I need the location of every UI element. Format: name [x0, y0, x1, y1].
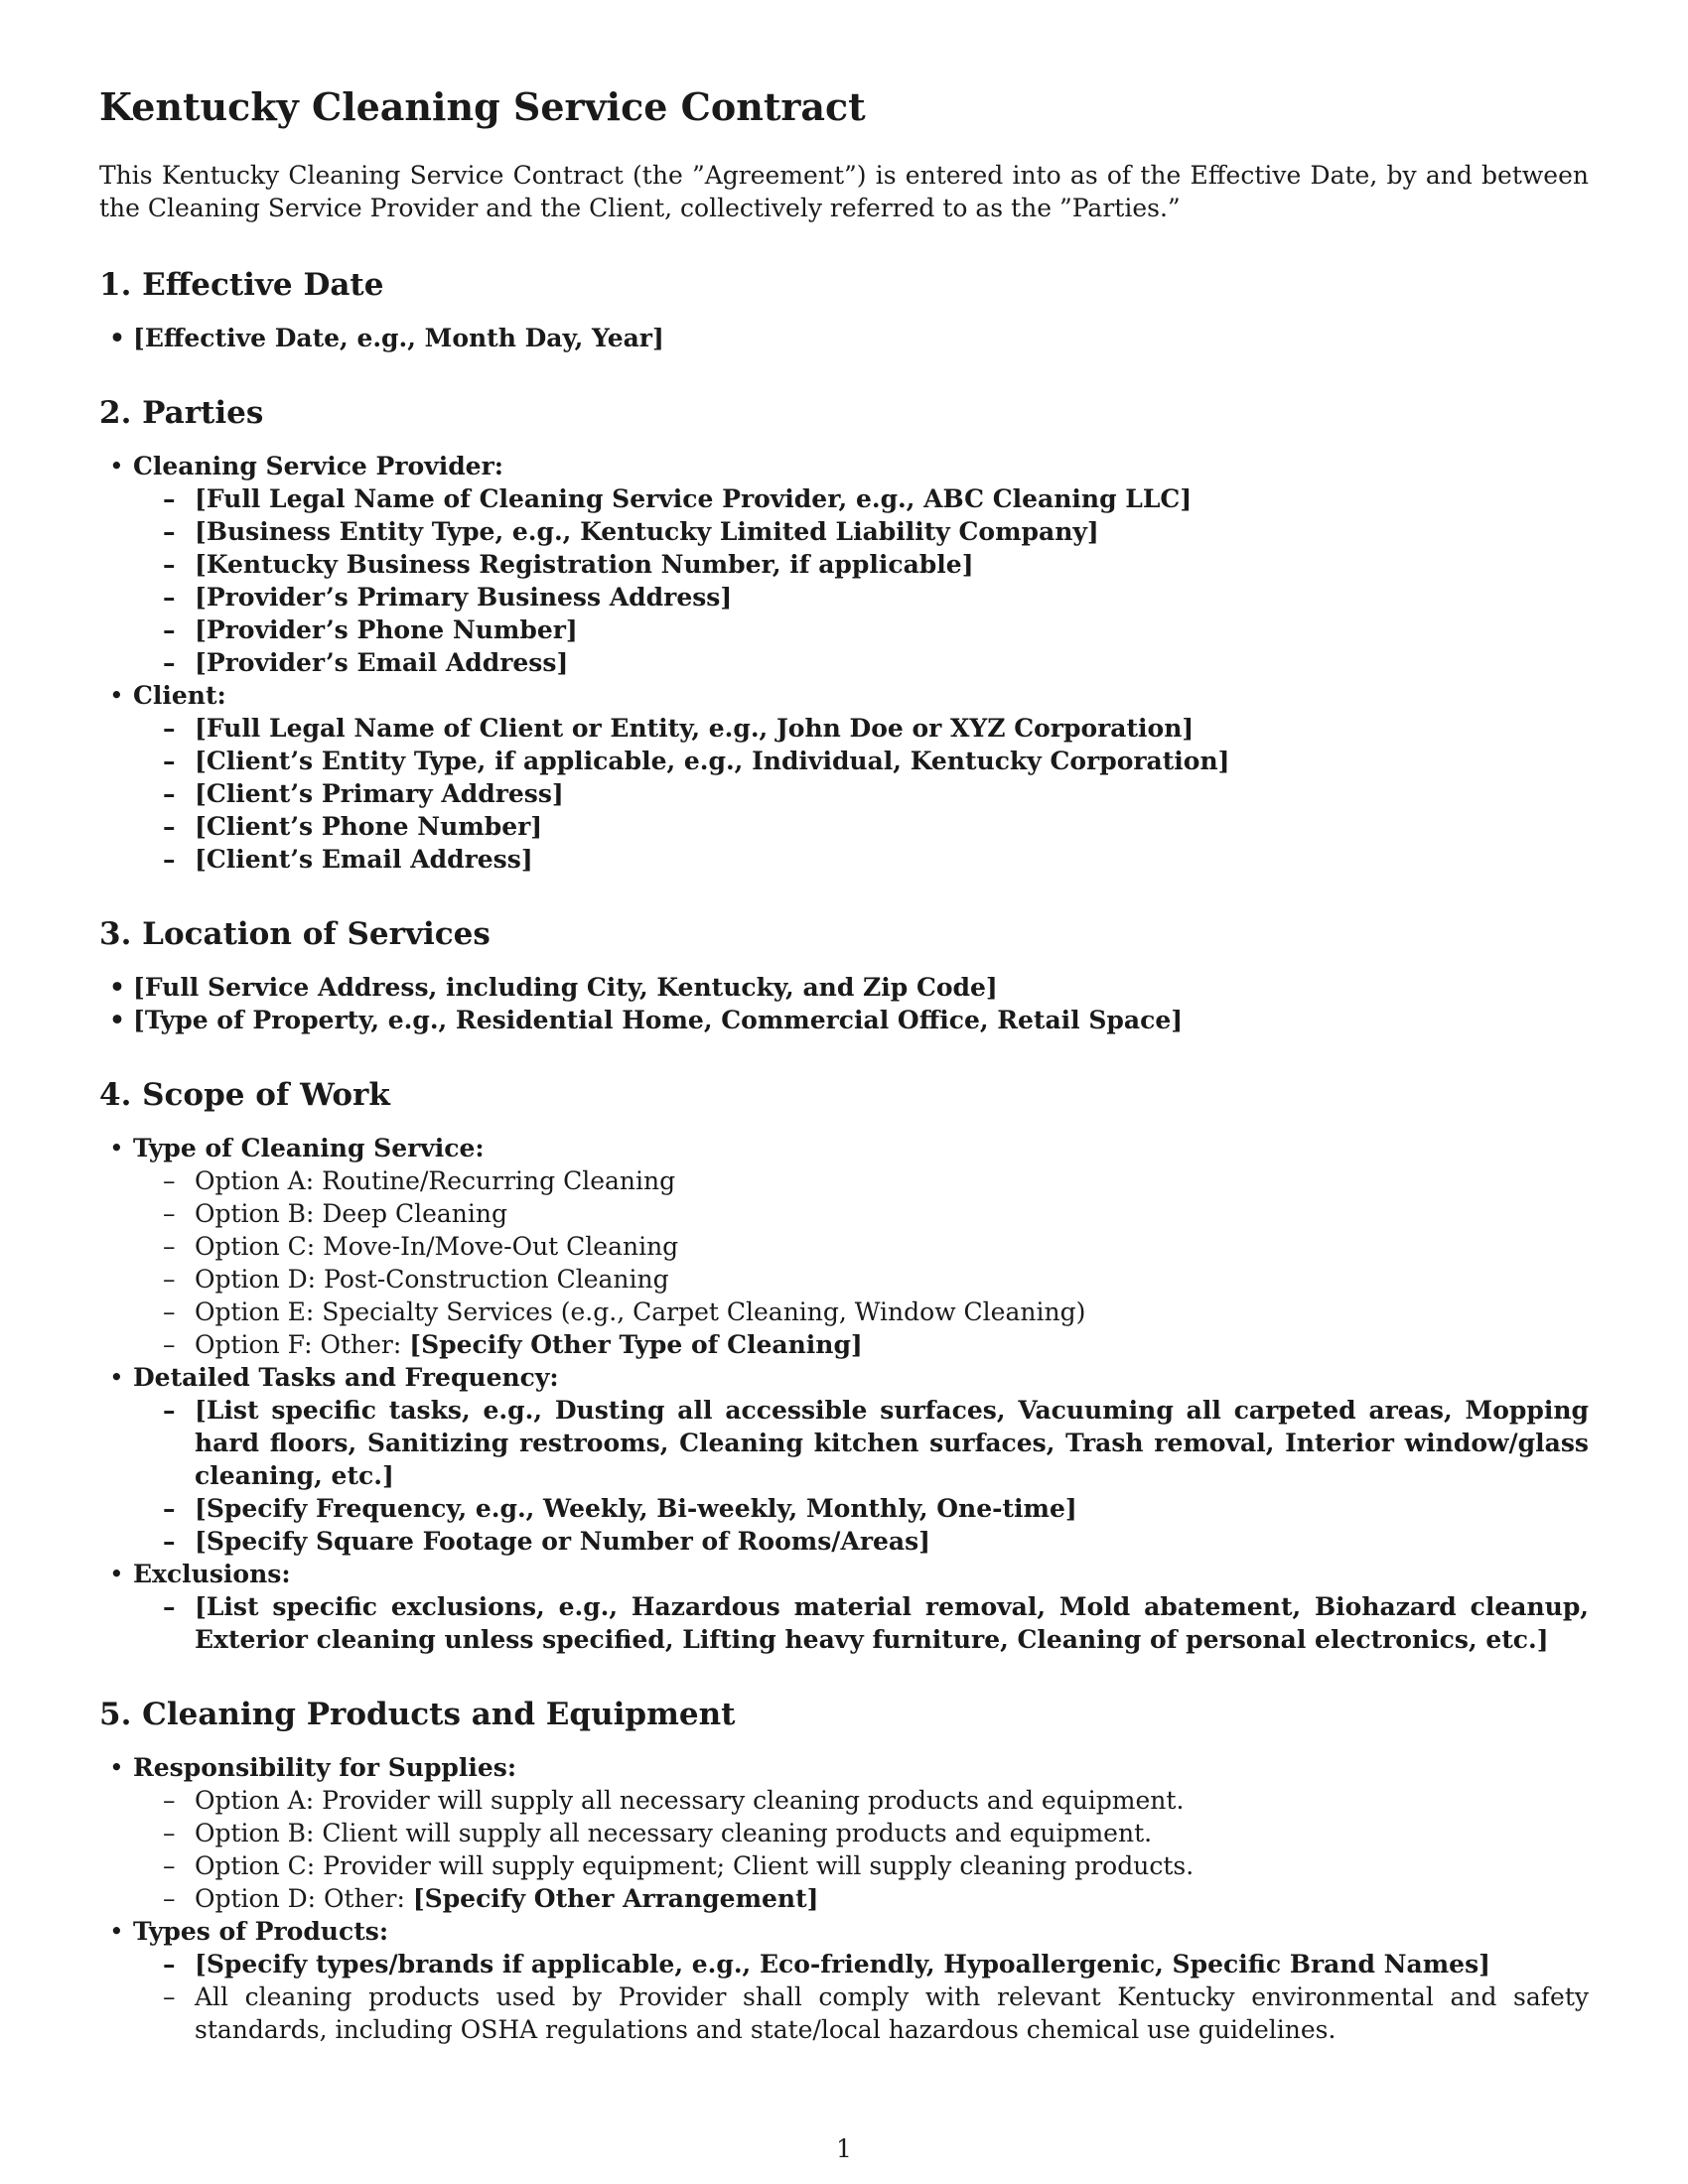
list-item: – [Business Entity Type, e.g., Kentucky Limited Liability Company] [195, 515, 1589, 548]
list-item: – Option C: Provider will supply equipment; Client will supply cleaning products. [195, 1849, 1589, 1882]
provider-details [133, 482, 1589, 679]
list-item: – [Provider’s Primary Business Address] [195, 581, 1589, 614]
client-label: Client: [133, 681, 226, 710]
tasks-label: Detailed Tasks and Frequency: [133, 1363, 559, 1392]
location-list [99, 971, 1589, 1036]
list-item: – Option C: Move-In/Move-Out Cleaning [195, 1230, 1589, 1263]
list-item: – Option A: Provider will supply all necessary cleaning products and equipment. [195, 1784, 1589, 1817]
list-item: – Option D: Post-Construction Cleaning [195, 1263, 1589, 1296]
intro-paragraph: This Kentucky Cleaning Service Contract (the ”Agreement”) is entered into as of the Effective Date, by and between the Cleaning Service Provider and the Client, collectively referred to as the ”Parties.” [99, 161, 1589, 222]
product-types-group [133, 1915, 1589, 2046]
list-item: – [Provider’s Email Address] [195, 646, 1589, 679]
list-item: – All cleaning products used by Provider shall comply with relevant Kentucky environmental and safety standards, including OSHA regulations and state/local hazardous chemical use guidelines. [195, 1980, 1589, 2046]
supplies-options [133, 1784, 1589, 1915]
parties-list [99, 450, 1589, 876]
provider-group [133, 450, 1589, 679]
section-heading-scope: 4. Scope of Work [99, 1077, 390, 1113]
section-heading-products: 5. Cleaning Products and Equipment [99, 1697, 736, 1732]
list-item: – [Specify Square Footage or Number of Rooms/Areas] [195, 1525, 1589, 1558]
option-f-placeholder: [Specify Other Type of Cleaning] [409, 1330, 863, 1359]
list-item: – [Specify types/brands if applicable, e.g., Eco-friendly, Hypoallergenic, Specific Brand Names] [195, 1948, 1589, 1980]
list-item: – Option B: Deep Cleaning [195, 1197, 1589, 1230]
provider-label: Cleaning Service Provider: [133, 452, 503, 480]
supplies-label: Responsibility for Supplies: [133, 1753, 517, 1782]
client-details [133, 712, 1589, 876]
section-heading-effective-date: 1. Effective Date [99, 267, 384, 303]
products-list [99, 1751, 1589, 2046]
list-item: – Option A: Routine/Recurring Cleaning [195, 1164, 1589, 1197]
effective-date-list [99, 322, 1589, 354]
scope-list [99, 1132, 1589, 1656]
list-item [195, 1328, 1589, 1361]
option-d-placeholder: [Specify Other Arrangement] [412, 1884, 819, 1913]
list-item: • [Full Service Address, including City, Kentucky, and Zip Code] [133, 971, 1589, 1004]
list-item: – [Full Legal Name of Cleaning Service Provider, e.g., ABC Cleaning LLC] [195, 482, 1589, 515]
list-item: – Option E: Specialty Services (e.g., Carpet Cleaning, Window Cleaning) [195, 1296, 1589, 1328]
exclusions-list [133, 1590, 1589, 1656]
section-heading-location: 3. Location of Services [99, 916, 491, 952]
page-number: 1 [836, 2134, 852, 2163]
tasks-list [133, 1394, 1589, 1558]
list-item: – [Kentucky Business Registration Number, if applicable] [195, 548, 1589, 581]
list-item: – [Specify Frequency, e.g., Weekly, Bi-weekly, Monthly, One-time] [195, 1492, 1589, 1525]
option-d-prefix: Option D: Other: [195, 1884, 413, 1913]
list-item: – [Client’s Entity Type, if applicable, e.g., Individual, Kentucky Corporation] [195, 745, 1589, 777]
option-f-prefix: Option F: Other: [195, 1330, 410, 1359]
exclusions-group [133, 1558, 1589, 1656]
list-item: – [List specific exclusions, e.g., Hazardous material removal, Mold abatement, Biohazard cleanup, Exterior cleaning unless specified, Lifting heavy furniture, Cleaning of personal electronics, etc.] [195, 1590, 1589, 1656]
tasks-group [133, 1361, 1589, 1558]
list-item [195, 1882, 1589, 1915]
list-item: • [Effective Date, e.g., Month Day, Year] [133, 322, 1589, 354]
section-heading-parties: 2. Parties [99, 395, 264, 431]
list-item: – [Client’s Email Address] [195, 843, 1589, 876]
list-item: – [Provider’s Phone Number] [195, 614, 1589, 646]
list-item: – [Client’s Phone Number] [195, 810, 1589, 843]
list-item: – [Full Legal Name of Client or Entity, e.g., John Doe or XYZ Corporation] [195, 712, 1589, 745]
cleaning-type-label: Type of Cleaning Service: [133, 1134, 485, 1162]
list-item: – [Client’s Primary Address] [195, 777, 1589, 810]
list-item: • [Type of Property, e.g., Residential Home, Commercial Office, Retail Space] [133, 1004, 1589, 1036]
client-group [133, 679, 1589, 876]
list-item: – [List specific tasks, e.g., Dusting all accessible surfaces, Vacuuming all carpeted areas, Mopping hard floors, Sanitizing restrooms, Cleaning kitchen surfaces, Trash removal, Interior window/glass cleaning, etc.] [195, 1394, 1589, 1492]
exclusions-label: Exclusions: [133, 1560, 291, 1588]
supplies-group [133, 1751, 1589, 1915]
product-types-list [133, 1948, 1589, 2046]
product-types-label: Types of Products: [133, 1917, 389, 1946]
document-page [99, 85, 1589, 2086]
cleaning-type-group [133, 1132, 1589, 1361]
list-item: – Option B: Client will supply all necessary cleaning products and equipment. [195, 1817, 1589, 1849]
document-title: Kentucky Cleaning Service Contract [99, 84, 866, 129]
cleaning-type-options [133, 1164, 1589, 1361]
